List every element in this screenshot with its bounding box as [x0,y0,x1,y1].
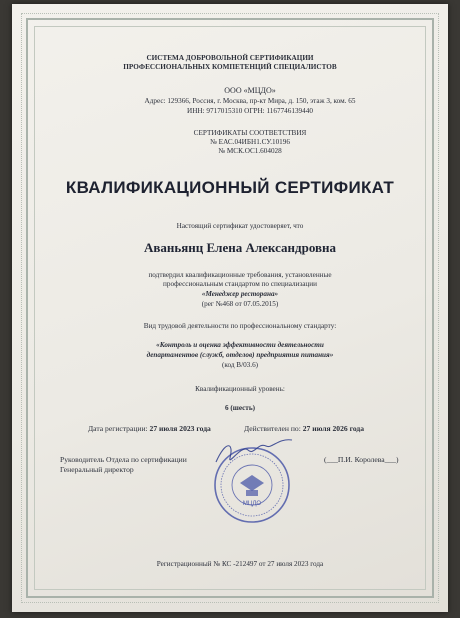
organization-name: ООО «МЦДО» [224,86,276,95]
registration-date [88,424,211,433]
signer-name: (___П.И. Королева___) [324,455,399,464]
activity-line2: департаментов (служб, отделов) предприятия питания» [146,351,334,359]
signature [208,432,298,472]
system-title-line2: ПРОФЕССИОНАЛЬНЫХ КОМПЕТЕНЦИЙ СПЕЦИАЛИСТОВ [123,63,337,71]
confirmed-line1: подтвердил квалификационные требования, установленные [148,271,332,279]
organization-inn: ИНН: 9717015310 ОГРН: 1167746139440 [187,107,313,115]
valid-until-value: 27 июля 2026 года [302,424,365,433]
level-label: Квалификационный уровень: [195,385,285,393]
standard-registration: (рег №468 от 07.05.2015) [201,300,279,308]
conformity-title: СЕРТИФИКАТЫ СООТВЕТСТВИЯ [193,129,307,137]
seal-text: МЦДО [242,501,262,507]
registration-date-label: Дата регистрации: [88,424,148,433]
holder-name: Аваньянц Елена Александровна [143,240,337,255]
specialization: «Менеджер ресторана» [201,290,279,298]
conformity-number-2: № МСК.ОС1.604028 [218,147,282,155]
activity-code: (код В/03.6) [221,361,259,369]
signer-role-line1: Руководитель Отдела по сертификации [60,455,187,464]
certificate-title: КВАЛИФИКАЦИОННЫЙ СЕРТИФИКАТ [65,178,395,197]
certificate-sheet [12,4,448,612]
organization-address: Адрес: 129366, Россия, г. Москва, пр-кт Мира, д. 150, этаж 3, ком. 65 [144,97,356,105]
registration-number: Регистрационный № КС -212497 от 27 июля 2023 года [156,560,324,568]
system-title-line1: СИСТЕМА ДОБРОВОЛЬНОЙ СЕРТИФИКАЦИИ [146,54,314,62]
valid-until-label: Действителен по: [244,424,301,433]
confirmed-line2: профессиональным стандартом по специализации [163,280,317,288]
activity-label: Вид трудовой деятельности по профессиональному стандарту: [143,322,337,330]
signer-role-line2: Генеральный директор [60,465,134,474]
level-value: 6 (шесть) [224,404,256,412]
conformity-number-1: № ЕАС.04ИБН1.СУ.10196 [210,138,290,146]
certifies-text: Настоящий сертификат удостоверяет, что [176,222,304,230]
activity-line1: «Контроль и оценка эффективности деятельности [156,341,324,349]
registration-date-value: 27 июля 2023 года [149,424,211,433]
